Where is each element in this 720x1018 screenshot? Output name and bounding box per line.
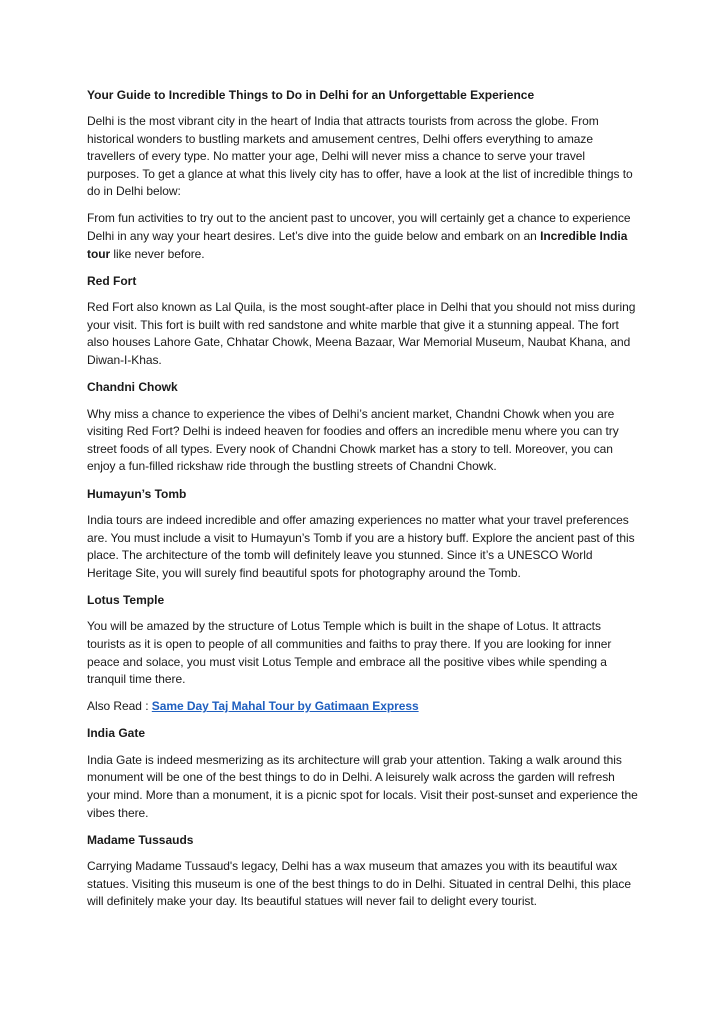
section-heading-lotus-temple: Lotus Temple (87, 592, 165, 607)
section-heading-chandni-chowk: Chandni Chowk (87, 380, 178, 395)
document-title: Your Guide to Incredible Things to Do in Delhi for an Unforgettable Experience (87, 88, 535, 102)
section-heading-madame-tussauds: Madame Tussauds (87, 832, 194, 847)
section-heading-india-gate: India Gate (87, 726, 146, 741)
also-read-prefix: Also Read : (87, 699, 152, 714)
section-body-madame-tussauds: Carrying Madame Tussaud's legacy, Delhi has a wax museum that amazes you with its beautiful wax statues. Visiting this museum is one of the best things to do in Delhi. Situated in central Delhi, this place will definitely make your day. Its beautiful statues will never fail to delight every tourist. (87, 859, 631, 909)
section-body-red-fort: Red Fort also known as Lal Quila, is the most sought-after place in Delhi that you should not miss during your visit. This fort is built with red sandstone and white marble that give it a stunning appeal. The fort also houses Lahore Gate, Chhatar Chowk, Meena Bazaar, War Memorial Museum, Naubat Khana, and Diwan-I-Khas. (87, 300, 636, 368)
section-heading-humayuns-tomb: Humayun’s Tomb (87, 486, 187, 501)
section-body-india-gate: India Gate is indeed mesmerizing as its architecture will grab your attention. Taking a walk around this monument will be one of the best things to do in Delhi. A leisurely walk across the garden will refresh your mind. More than a monument, it is a picnic spot for locals. Visit their post-sunset and experience the vibes there. (87, 752, 638, 820)
second-paragraph-text: From fun activities to try out to the ancient past to uncover, you will certainly get a chance to experience Delhi in any way your heart desires. Let’s dive into the guide below and embark on an (87, 211, 631, 244)
section-body-lotus-temple: You will be amazed by the structure of Lotus Temple which is built in the shape of Lotus. It attracts tourists as it is open to people of all communities and faiths to pray there. If you are looking for inner peace and solace, you must visit Lotus Temple and embrace all the positive vibes while spending a tranquil time there. (87, 619, 612, 687)
section-heading-red-fort: Red Fort (87, 273, 137, 288)
intro-paragraph: Delhi is the most vibrant city in the heart of India that attracts tourists from across the globe. From historical wonders to bustling markets and amusement centres, Delhi offers everything to amaze travellers of every type. No matter your age, Delhi will never miss a chance to serve your travel purposes. To get a glance at what this lively city has to offer, have a look at the list of incredible things to do in Delhi below: (87, 114, 633, 199)
second-paragraph (87, 210, 640, 263)
section-body-chandni-chowk: Why miss a chance to experience the vibes of Delhi’s ancient market, Chandni Chowk when you are visiting Red Fort? Delhi is indeed heaven for foodies and offers an incredible menu where you can try street foods of all types. Every nook of Chandni Chowk market has a story to tell. Moreover, you can enjoy a fun-filled rickshaw ride through the bustling streets of Chandni Chowk. (87, 406, 619, 474)
section-body-humayuns-tomb: India tours are indeed incredible and offer amazing experiences no matter what your travel preferences are. You must include a visit to Humayun’s Tomb if you are a history buff. Explore the ancient past of this place. The architecture of the tomb will definitely leave you stunned. Since it’s a UNESCO World Heritage Site, you will surely find beautiful spots for photography around the Tomb. (87, 513, 635, 580)
second-paragraph-tail: like never before. (110, 246, 205, 261)
also-read-line (87, 698, 640, 716)
incredible-india-tour-bold: Incredible India tour (87, 229, 628, 261)
also-read-link[interactable]: Same Day Taj Mahal Tour by Gatimaan Express (151, 699, 419, 714)
